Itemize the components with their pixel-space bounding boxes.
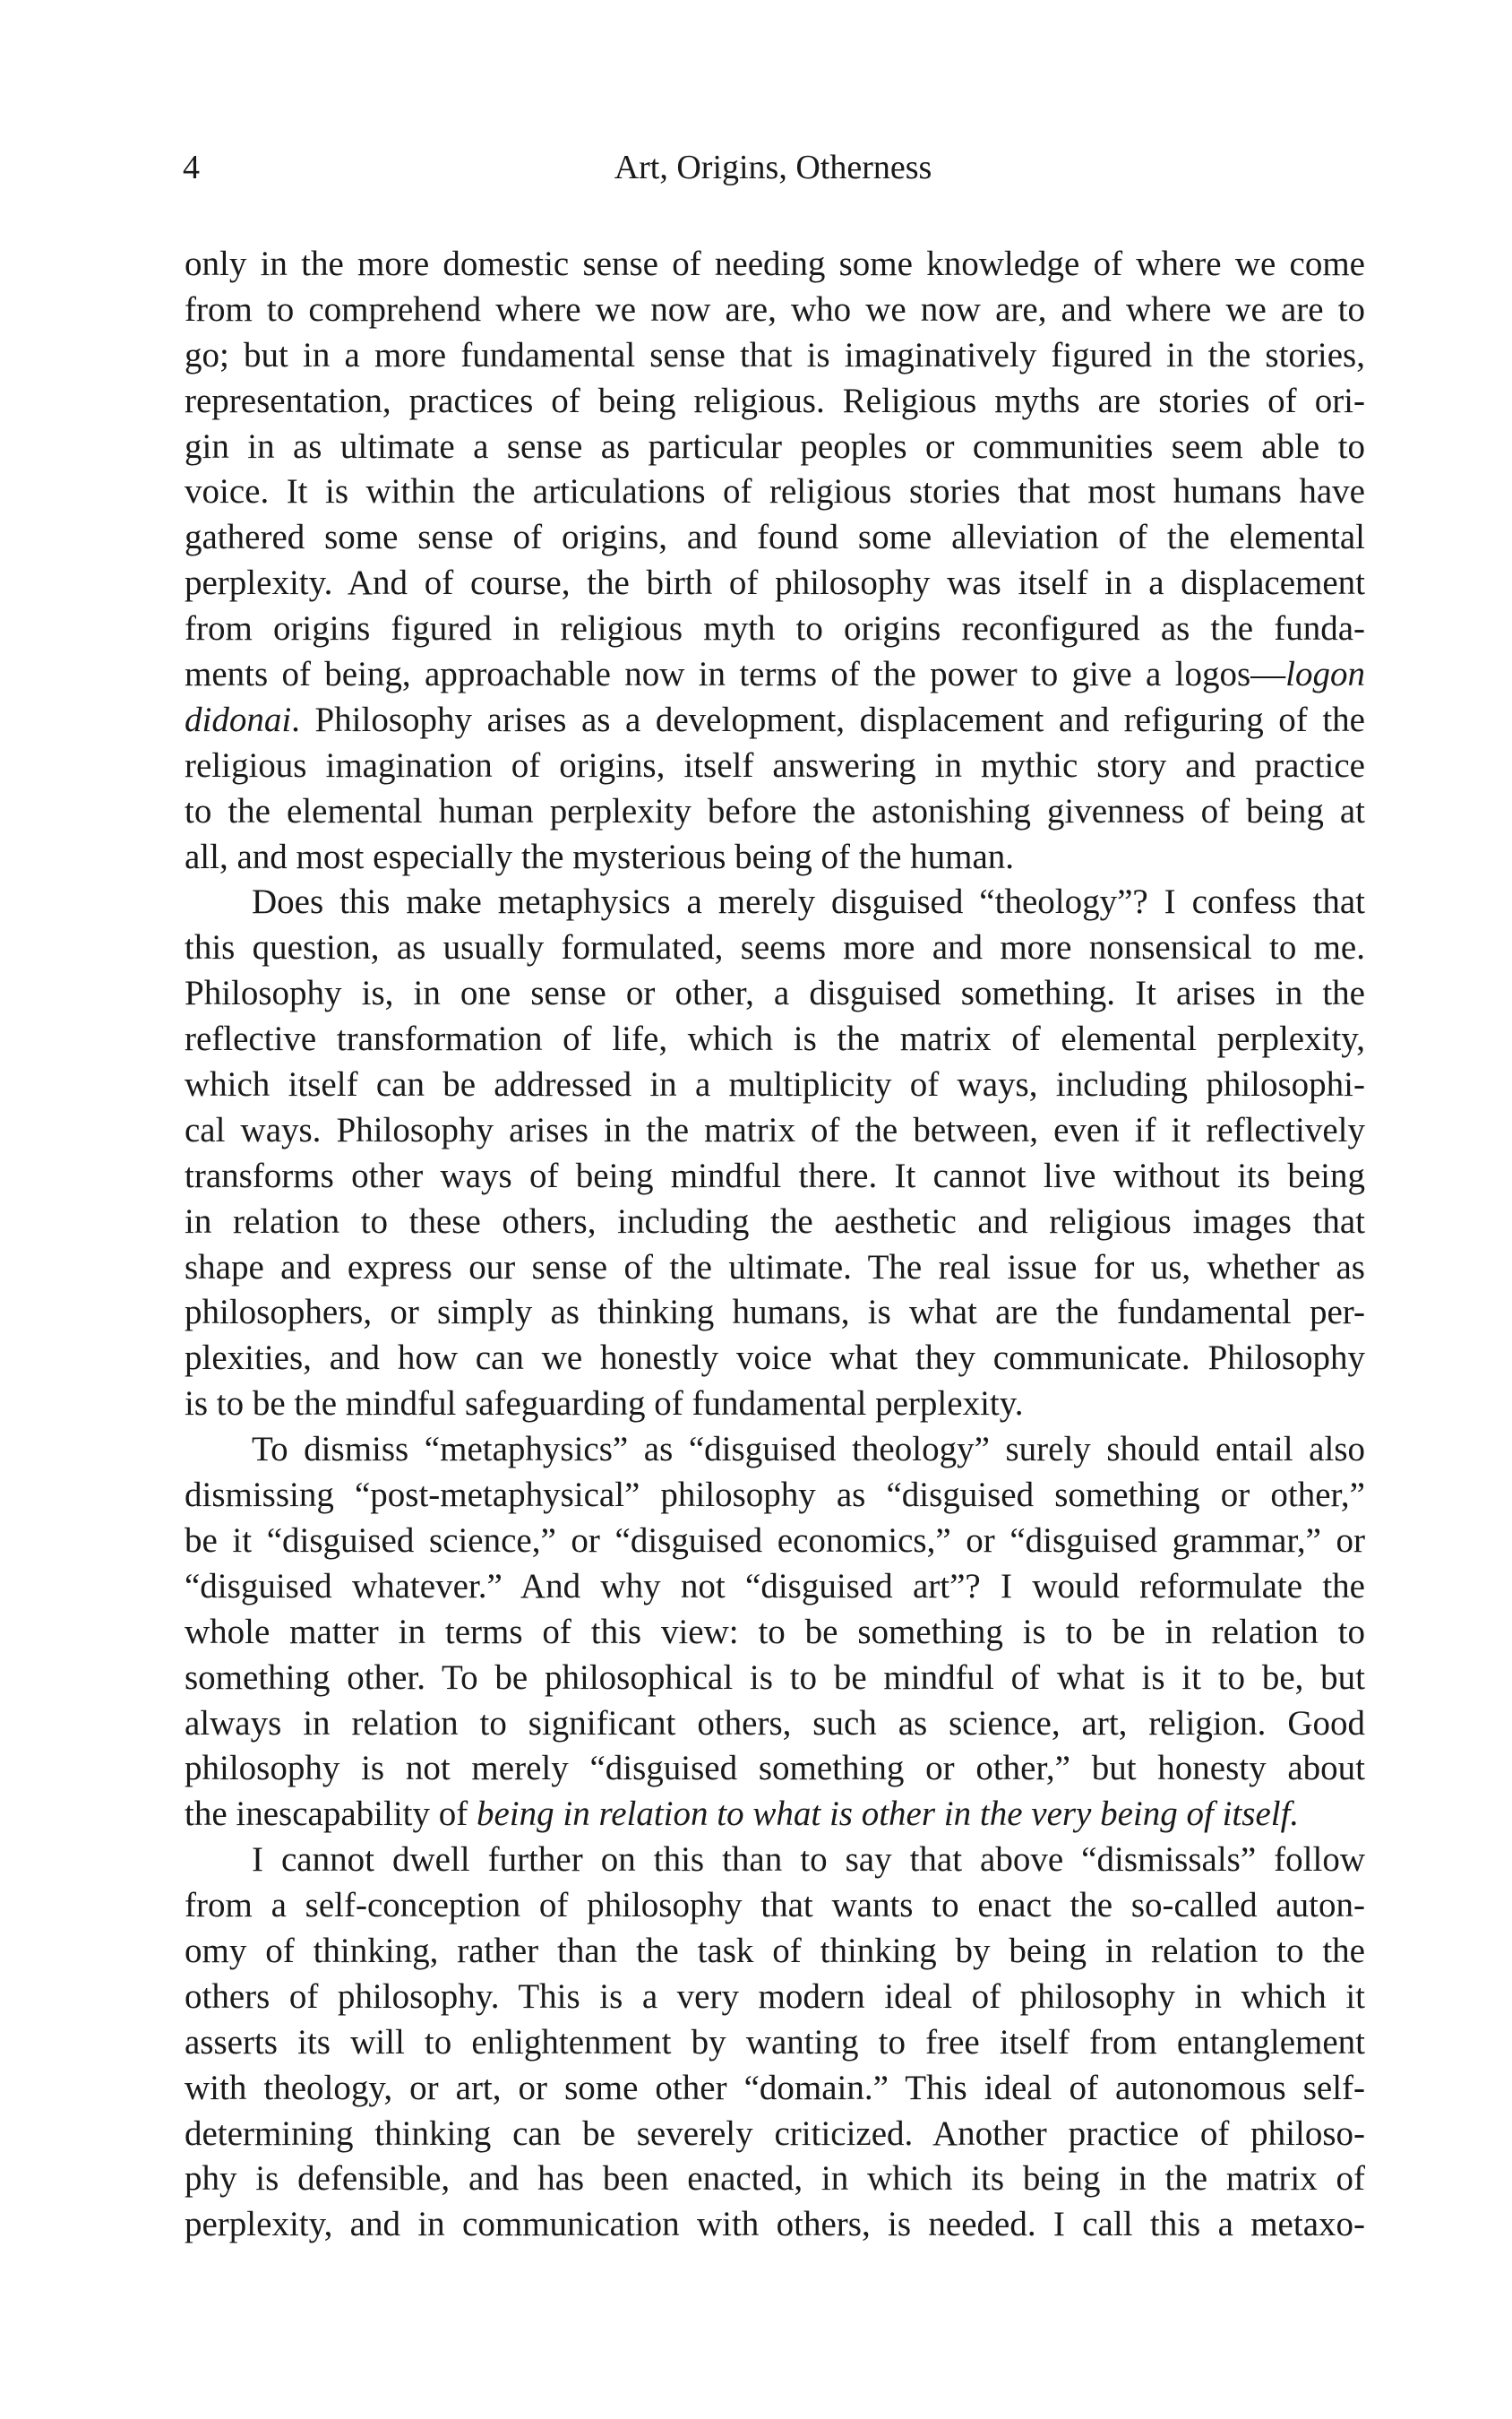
text-line: [185, 2156, 1365, 2202]
text-line: [185, 1382, 1365, 1427]
text-run: to the elemental human perplexity before the astonishing givenness of being at: [185, 791, 1365, 831]
text-line: [185, 2020, 1365, 2066]
text-line: [185, 425, 1365, 470]
text-line: [185, 835, 1365, 881]
text-line: [185, 561, 1365, 607]
text-run: philosophers, or simply as thinking humans, is what are the fundamental per-: [185, 1293, 1365, 1332]
text-line: [185, 1838, 1365, 1883]
text-line: [185, 1701, 1365, 1747]
text-line: [185, 1336, 1365, 1382]
text-line: [185, 1108, 1365, 1154]
text-line: [185, 925, 1365, 971]
text-line: [185, 1519, 1365, 1564]
text-line: [185, 1975, 1365, 2020]
text-run: representation, practices of being religious. Religious myths are stories of ori-: [185, 381, 1365, 420]
text-run: transforms other ways of being mindful there. It cannot live without its being: [185, 1156, 1365, 1195]
text-run: the inescapability of: [185, 1795, 477, 1834]
page-number: 4: [183, 149, 200, 186]
text-run: is to be the mindful safeguarding of fundamental perplexity.: [185, 1384, 1024, 1424]
text-line: [185, 1792, 1365, 1838]
text-line: [185, 1017, 1365, 1063]
text-run: be it “disguised science,” or “disguised economics,” or “disguised grammar,” or: [185, 1520, 1365, 1560]
text-run: with theology, or art, or some other “domain.” This ideal of autonomous self-: [185, 2068, 1365, 2107]
text-line: [185, 469, 1365, 515]
text-run: To dismiss “metaphysics” as “disguised theology” surely should entail also: [252, 1430, 1365, 1469]
text-run: all, and most especially the mysterious being of the human.: [185, 837, 1015, 876]
text-line: [185, 744, 1365, 789]
italic-text: being in relation to what is other in the very being of itself.: [476, 1795, 1300, 1834]
italic-text: didonai: [185, 700, 292, 739]
text-run: always in relation to significant others, such as science, art, religion. Good: [185, 1703, 1365, 1743]
text-run: ments of being, approachable now in terms of the power to give a logos—: [185, 655, 1286, 694]
text-line: [185, 379, 1365, 425]
text-run: go; but in a more fundamental sense that is imaginatively figured in the stories,: [185, 335, 1365, 374]
text-run: reflective transformation of life, which is the matrix of elemental perplexity,: [185, 1020, 1365, 1059]
text-run: perplexity, and in communication with others, is needed. I call this a metaxo-: [185, 2205, 1365, 2244]
text-run: . Philosophy arises as a development, displacement and refiguring of the: [291, 700, 1365, 739]
text-run: omy of thinking, rather than the task of thinking by being in relation to the: [185, 1931, 1365, 1970]
text-line: [185, 1427, 1365, 1473]
text-line: [185, 1564, 1365, 1610]
text-run: plexities, and how can we honestly voice what they communicate. Philosophy: [185, 1339, 1365, 1378]
text-line: [185, 1929, 1365, 1975]
text-run: others of philosophy. This is a very modern ideal of philosophy in which it: [185, 1976, 1365, 2016]
text-run: asserts its will to enlightenment by wanting to free itself from entanglement: [185, 2022, 1365, 2062]
text-run: gathered some sense of origins, and found some alleviation of the elemental: [185, 518, 1365, 557]
text-line: [185, 1200, 1365, 1245]
body-text: [185, 242, 1365, 2248]
text-run: I cannot dwell further on this than to say that above “dismissals” follow: [252, 1840, 1365, 1880]
text-run: Philosophy is, in one sense or other, a disguised something. It arises in the: [185, 974, 1365, 1013]
text-line: [185, 607, 1365, 652]
text-line: [185, 1610, 1365, 1656]
text-line: [185, 1746, 1365, 1792]
text-run: whole matter in terms of this view: to be something is to be in relation to: [185, 1612, 1365, 1651]
text-line: [185, 1473, 1365, 1519]
text-run: which itself can be addressed in a multiplicity of ways, including philosophi-: [185, 1065, 1365, 1105]
text-line: [185, 2112, 1365, 2157]
text-run: determining thinking can be severely criticized. Another practice of philoso-: [185, 2113, 1365, 2153]
text-line: [185, 971, 1365, 1017]
text-run: this question, as usually formulated, seems more and more nonsensical to me.: [185, 928, 1365, 968]
text-run: philosophy is not merely “disguised something or other,” but honesty about: [185, 1749, 1365, 1788]
text-run: “disguised whatever.” And why not “disguised art”? I would reformulate the: [185, 1566, 1365, 1605]
text-run: cal ways. Philosophy arises in the matrix of the between, even if it reflectively: [185, 1110, 1365, 1149]
text-run: voice. It is within the articulations of religious stories that most humans have: [185, 472, 1365, 512]
text-line: [185, 1063, 1365, 1108]
text-line: [185, 242, 1365, 288]
text-run: only in the more domestic sense of needing some knowledge of where we come: [185, 245, 1365, 283]
text-line: [185, 652, 1365, 698]
text-run: something other. To be philosophical is to be mindful of what is it to be, but: [185, 1657, 1365, 1697]
text-run: from a self-conception of philosophy that wants to enact the so-called auton-: [185, 1886, 1365, 1925]
text-line: [185, 698, 1365, 744]
text-run: gin in as ultimate a sense as particular peoples or communities seem able to: [185, 426, 1365, 466]
text-line: [185, 1154, 1365, 1200]
text-line: [185, 333, 1365, 379]
text-line: [185, 1245, 1365, 1291]
text-line: [185, 2066, 1365, 2112]
text-line: [185, 515, 1365, 561]
text-line: [185, 2202, 1365, 2248]
text-run: dismissing “post-metaphysical” philosophy as “disguised something or other,”: [185, 1476, 1365, 1515]
text-run: phy is defensible, and has been enacted, in which its being in the matrix of: [185, 2159, 1365, 2199]
text-run: perplexity. And of course, the birth of philosophy was itself in a displacement: [185, 564, 1365, 603]
text-line: [185, 1883, 1365, 1929]
text-run: from to comprehend where we now are, who we now are, and where we are to: [185, 289, 1365, 329]
text-line: [185, 789, 1365, 835]
text-run: from origins figured in religious myth to origins reconfigured as the funda-: [185, 609, 1365, 649]
text-line: [185, 880, 1365, 925]
text-line: [185, 1290, 1365, 1336]
text-line: [185, 288, 1365, 333]
text-run: in relation to these others, including the aesthetic and religious images that: [185, 1201, 1365, 1241]
text-run: Does this make metaphysics a merely disguised “theology”? I confess that: [252, 882, 1365, 922]
text-run: religious imagination of origins, itself answering in mythic story and practice: [185, 745, 1365, 785]
text-run: shape and express our sense of the ultimate. The real issue for us, whether as: [185, 1247, 1365, 1287]
text-line: [185, 1656, 1365, 1701]
running-head: Art, Origins, Otherness: [614, 149, 932, 186]
italic-text: logon: [1285, 655, 1365, 694]
